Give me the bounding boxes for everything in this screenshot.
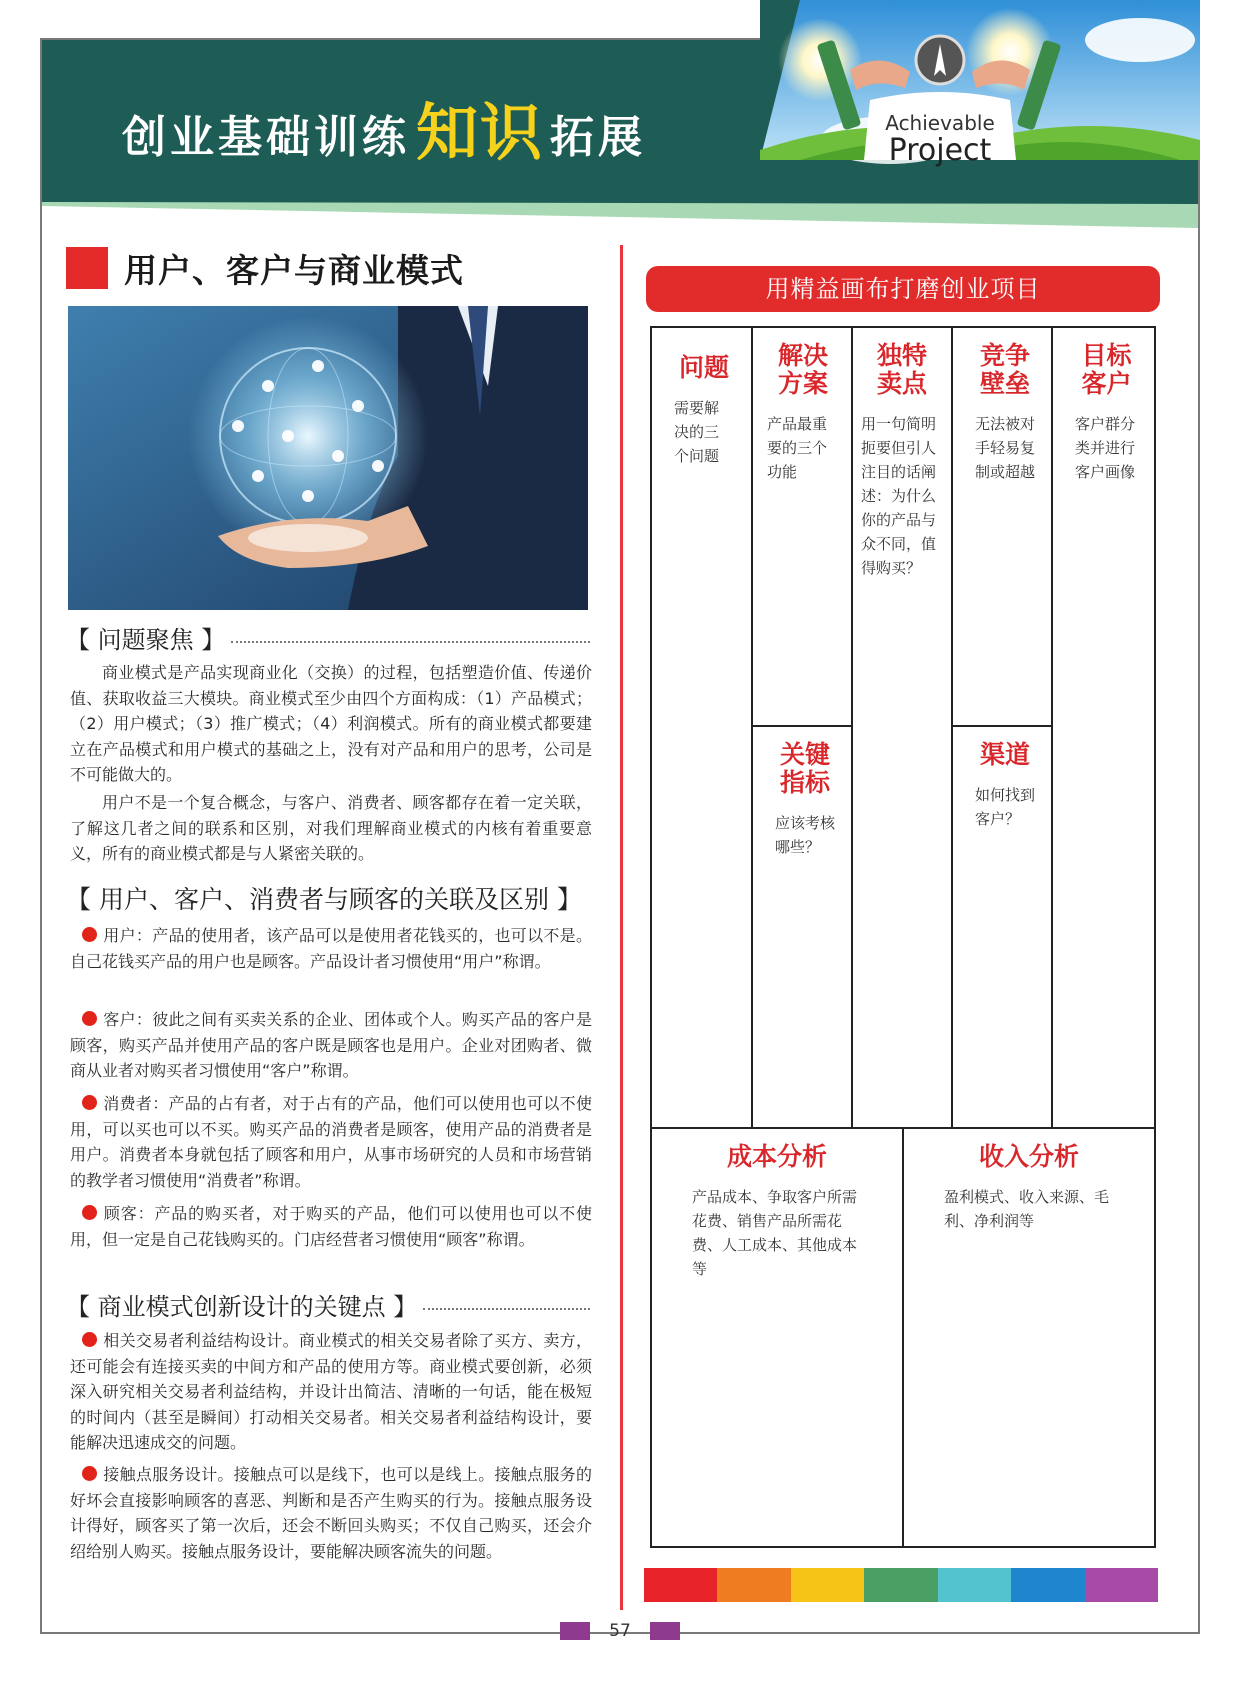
cell-revenue-text: 盈利模式、收入来源、毛利、净利润等 <box>944 1188 1110 1230</box>
bullet-dot-icon <box>82 1011 97 1026</box>
cell-metrics <box>753 727 851 1125</box>
cell-metrics-title: 关键指标 <box>779 740 830 797</box>
cell-advantage-text: 无法被对手轻易复制或超越 <box>975 415 1036 481</box>
cell-unique-value <box>853 328 951 1125</box>
rainbow-color-bar <box>644 1568 1158 1602</box>
page-number <box>560 1618 680 1644</box>
innovation-bullet-1: 相关交易者利益结构设计。商业模式的相关交易者除了买方、卖方，还可能会有连接买卖的中间方和产品的使用方等。商业模式要创新，必须深入研究相关交易者利益结构，并设计出简洁、清晰的一句话，能在极短的时间内（甚至是瞬间）打动相关交易者。相关交易者利益结构设计，要能解决迅速成交的问题。 <box>70 1331 592 1452</box>
header-title-part3: 拓展 <box>550 112 647 163</box>
header-title-part1: 创业基础训练 <box>122 112 410 163</box>
cell-problem-title: 问题 <box>678 353 729 382</box>
bullet-dot-icon <box>82 1332 97 1347</box>
relation-bullet-user: 用户：产品的使用者，该产品可以是使用者花钱买的，也可以不是。自己花钱买产品的用户也是顾客。产品设计者习惯使用“用户”称谓。 <box>70 926 592 971</box>
relation-heading <box>66 880 590 916</box>
innovation-heading-text: 【 商业模式创新设计的关键点 】 <box>66 1293 418 1321</box>
section-title: 用户、客户与商业模式 <box>124 250 464 290</box>
page-tab-left <box>560 1622 590 1640</box>
bullet-dot-icon <box>82 1466 97 1481</box>
dotted-rule <box>231 641 590 643</box>
innovation-bullet-2: 接触点服务设计。接触点可以是线下，也可以是线上。接触点服务的好坏会直接影响顾客的喜恶、判断和是否产生购买的行为。接触点服务设计得好，顾客买了第一次后，还会不断回头购买；不仅自己购买，还会介绍给别人购买。接触点服务设计，要能解决顾客流失的问题。 <box>70 1465 592 1561</box>
globe-in-hand-photo <box>68 306 588 610</box>
relation-bullet-client: 客户：彼此之间有买卖关系的企业、团体或个人。购买产品的客户是顾客，购买产品并使用产品的客户既是顾客也是用户。企业对团购者、微商从业者对购买者习惯使用“客户”称谓。 <box>70 1010 592 1080</box>
badge-line1: Achievable <box>885 111 995 135</box>
relation-heading-text: 【 用户、客户、消费者与顾客的关联及区别 】 <box>66 885 582 914</box>
lean-canvas <box>650 326 1156 1548</box>
header-title-highlight: 知识 <box>416 96 545 169</box>
color-bar-segment-5 <box>938 1568 1011 1602</box>
cell-channels-title: 渠道 <box>979 740 1030 769</box>
cell-unique-value-text: 用一句简明扼要但引人注目的话阐述：为什么你的产品与众不同，值得购买？ <box>861 415 937 577</box>
cell-cost-text: 产品成本、争取客户所需花费、销售产品所需花费、人工成本、其他成本等 <box>692 1188 858 1278</box>
innovation-heading <box>66 1287 590 1322</box>
cell-revenue-title: 收入分析 <box>978 1142 1079 1171</box>
focus-paragraph-2: 用户不是一个复合概念，与客户、消费者、顾客都存在着一定关联，了解这几者之间的联系和区别，对我们理解商业模式的内核有着重要意义，所有的商业模式都是与人紧密关联的。 <box>70 793 592 863</box>
color-bar-segment-7 <box>1085 1568 1158 1602</box>
cell-problem-text: 需要解决的三个问题 <box>674 399 720 465</box>
column-divider <box>620 245 623 1610</box>
cell-cost-title: 成本分析 <box>726 1142 827 1171</box>
bullet-dot-icon <box>82 1205 97 1220</box>
color-bar-segment-4 <box>864 1568 937 1602</box>
section-heading <box>66 245 464 291</box>
focus-heading <box>66 620 590 655</box>
page-number-text: 57 <box>609 1621 631 1641</box>
cell-revenue <box>904 1129 1154 1546</box>
cell-channels-text: 如何找到客户？ <box>975 786 1036 828</box>
focus-heading-text: 【 问题聚焦 】 <box>66 626 226 654</box>
focus-paragraph-1: 商业模式是产品实现商业化（交换）的过程，包括塑造价值、传递价值、获取收益三大模块。商业模式至少由四个方面构成：（1）产品模式；（2）用户模式；（3）推广模式；（4）利润模式。所有的商业模式都要建立在产品模式和用户模式的基础之上，没有对产品和用户的思考，公司是不可能做大的。 <box>70 663 592 784</box>
cell-channels <box>953 727 1051 1125</box>
relation-bullet-customer: 顾客：产品的购买者，对于购买的产品，他们可以使用也可以不使用，但一定是自己花钱购买的。门店经营者习惯使用“顾客”称谓。 <box>70 1204 592 1249</box>
header-green-stripe <box>42 200 1198 228</box>
section-marker-icon <box>66 247 108 289</box>
bullet-dot-icon <box>82 1095 97 1110</box>
bullet-dot-icon <box>82 927 97 942</box>
achievable-project-badge <box>760 0 1200 200</box>
lean-canvas-banner: 用精益画布打磨创业项目 <box>646 266 1160 312</box>
cell-advantage-title: 竞争壁垒 <box>979 341 1030 398</box>
color-bar-segment-1 <box>644 1568 717 1602</box>
cell-metrics-text: 应该考核哪些？ <box>775 814 836 856</box>
cell-segments <box>1053 328 1154 1125</box>
cell-advantage <box>953 328 1051 725</box>
header-title <box>122 88 646 168</box>
color-bar-segment-3 <box>791 1568 864 1602</box>
cell-cost <box>652 1129 902 1546</box>
relation-bullet-consumer: 消费者：产品的占有者，对于占有的产品，他们可以使用也可以不使用，可以买也可以不买。购买产品的消费者是顾客，使用产品的消费者是用户。消费者本身就包括了顾客和用户，从事市场研究的人员和市场营销的教学者习惯使用“消费者”称谓。 <box>70 1094 592 1190</box>
page-tab-right <box>650 1622 680 1640</box>
cell-solution-title: 解决方案 <box>777 341 828 398</box>
color-bar-segment-6 <box>1011 1568 1084 1602</box>
cell-segments-text: 客户群分类并进行客户画像 <box>1075 415 1136 481</box>
color-bar-segment-2 <box>717 1568 790 1602</box>
cell-solution <box>753 328 851 725</box>
cell-solution-text: 产品最重要的三个功能 <box>767 415 828 481</box>
cell-unique-value-title: 独特卖点 <box>876 341 927 398</box>
cell-segments-title: 目标客户 <box>1081 341 1132 398</box>
dotted-rule <box>423 1308 590 1310</box>
cell-problem <box>652 328 751 1125</box>
badge-line2: Project <box>888 133 992 168</box>
